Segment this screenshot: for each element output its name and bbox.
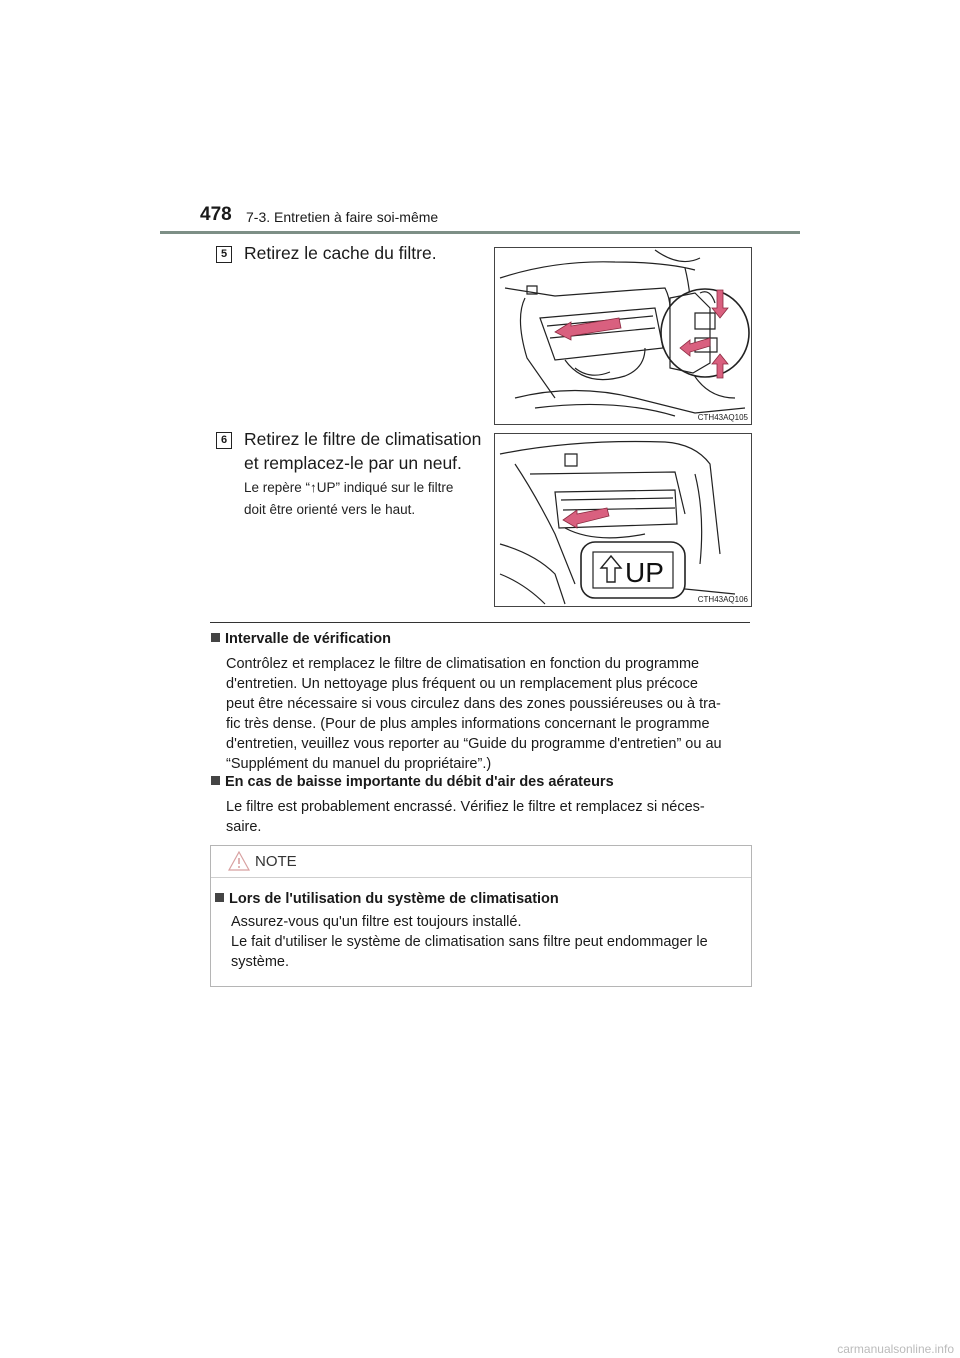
interval-line: “Supplément du manuel du propriétaire”.) — [226, 756, 492, 772]
interval-line: d'entretien, veuillez vous reporter au “Guide du programme d'entretien” ou au — [226, 736, 722, 752]
step-5-badge: 5 — [216, 246, 232, 263]
airflow-body — [226, 797, 746, 837]
header-rule — [160, 231, 800, 234]
step-6-note-line2: doit être orienté vers le haut. — [244, 502, 416, 517]
square-bullet-icon — [211, 633, 220, 642]
airflow-line: Le filtre est probablement encrassé. Vérifiez le filtre et remplacez si néces- — [226, 799, 705, 815]
step-6-badge: 6 — [216, 432, 232, 449]
airflow-line: saire. — [226, 819, 262, 835]
interval-line: d'entretien. Un nettoyage plus fréquent ou un remplacement plus précoce — [226, 676, 698, 692]
figure-replace-filter — [494, 433, 752, 607]
note-heading — [215, 891, 559, 907]
airflow-heading — [211, 774, 614, 790]
interval-heading-text: Intervalle de vérification — [225, 631, 392, 647]
step-6-note-line1: Le repère “↑UP” indiqué sur le filtre — [244, 480, 454, 495]
note-line: Le fait d'utiliser le système de climatisation sans filtre peut endommager le — [231, 934, 708, 950]
section-title: 7-3. Entretien à faire soi-même — [246, 209, 439, 225]
figure-code: CTH43AQ105 — [697, 413, 748, 422]
step-6-text-line2: et remplacez-le par un neuf. — [244, 453, 462, 473]
step-5-text: Retirez le cache du filtre. — [244, 243, 437, 263]
step-6-text-line1: Retirez le filtre de climatisation — [244, 429, 482, 449]
replace-filter-illustration — [495, 434, 751, 606]
page-number: 478 — [200, 204, 232, 225]
square-bullet-icon — [215, 893, 224, 902]
section-divider — [210, 622, 750, 623]
note-title: NOTE — [255, 853, 297, 870]
square-bullet-icon — [211, 776, 220, 785]
up-label: UP — [625, 557, 664, 588]
interval-line: peut être nécessaire si vous circulez dans des zones poussiéreuses ou à tra- — [226, 696, 721, 712]
interval-body — [226, 654, 746, 774]
filter-cover-illustration — [495, 248, 751, 424]
interval-line: fic très dense. (Pour de plus amples informations concernant le programme — [226, 716, 710, 732]
figure-code: CTH43AQ106 — [697, 595, 748, 604]
note-line: Assurez-vous qu'un filtre est toujours installé. — [231, 914, 522, 930]
note-line: système. — [231, 954, 290, 970]
airflow-heading-text: En cas de baisse importante du débit d'air des aérateurs — [225, 774, 614, 790]
note-heading-text: Lors de l'utilisation du système de climatisation — [229, 891, 559, 907]
note-box — [210, 845, 752, 987]
interval-heading — [211, 631, 391, 647]
note-header — [211, 846, 751, 878]
note-body — [231, 912, 743, 972]
figure-filter-cover — [494, 247, 752, 425]
interval-line: Contrôlez et remplacez le filtre de climatisation en fonction du programme — [226, 656, 700, 672]
watermark: carmanualsonline.info — [837, 1342, 954, 1356]
warning-triangle-icon — [228, 851, 250, 871]
